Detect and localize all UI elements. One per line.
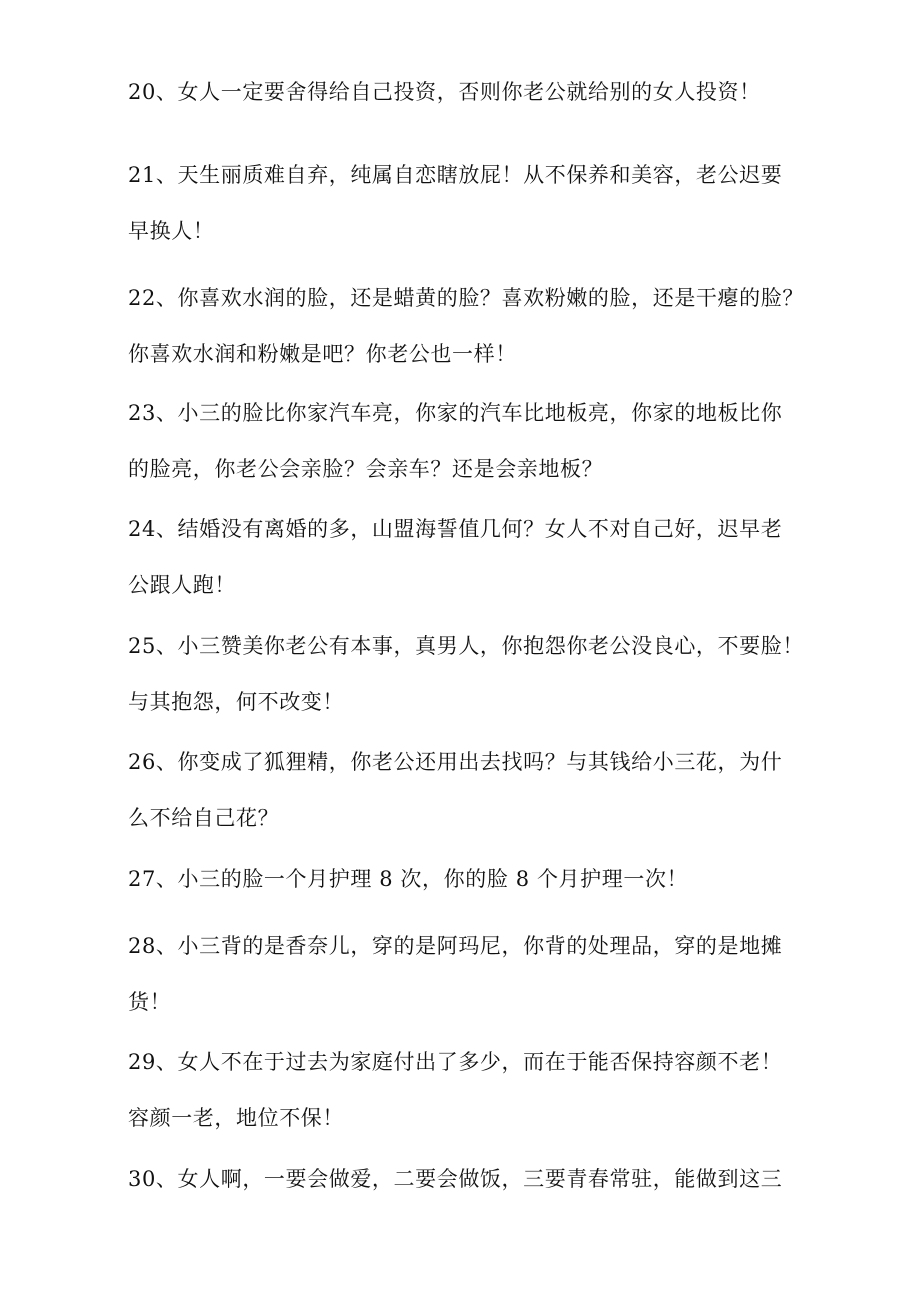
paragraph-25 [128, 618, 804, 730]
paragraph-line: 24、结婚没有离婚的多，山盟海誓值几何？女人不对自己好，迟早老 [128, 517, 783, 541]
paragraph-22 [128, 270, 804, 382]
paragraph-line: 22、你喜欢水润的脸，还是蜡黄的脸？喜欢粉嫩的脸，还是干瘪的脸？ [128, 286, 804, 310]
paragraph-29 [128, 1034, 788, 1146]
paragraph-line: 你喜欢水润和粉嫩是吧？你老公也一样！ [128, 342, 517, 366]
paragraph-line: 27、小三的脸一个月护理 8 次，你的脸 8 个月护理一次！ [128, 867, 689, 891]
paragraph-line: 26、你变成了狐狸精，你老公还用出去找吗？与其钱给小三花，为什 [128, 750, 783, 774]
paragraph-27 [128, 851, 788, 907]
paragraph-line: 与其抱怨，何不改变！ [128, 690, 344, 714]
paragraph-23 [128, 385, 788, 497]
paragraph-20 [128, 64, 788, 120]
paragraph-line: 货！ [128, 990, 172, 1014]
paragraph-line: 23、小三的脸比你家汽车亮，你家的汽车比地板亮，你家的地板比你 [128, 401, 783, 425]
paragraph-line: 21、天生丽质难自弃，纯属自恋瞎放屁！从不保养和美容，老公迟要 [128, 163, 783, 187]
paragraph-line: 28、小三背的是香奈儿，穿的是阿玛尼，你背的处理品，穿的是地摊 [128, 934, 783, 958]
paragraph-line: 么不给自己花？ [128, 806, 280, 830]
paragraph-line: 29、女人不在于过去为家庭付出了多少，而在于能否保持容颜不老！ [128, 1050, 783, 1074]
paragraph-line: 25、小三赞美你老公有本事，真男人，你抱怨你老公没良心，不要脸！ [128, 634, 804, 658]
paragraph-26 [128, 734, 788, 846]
paragraph-line: 早换人！ [128, 219, 215, 243]
paragraph-line: 20、女人一定要舍得给自己投资，否则你老公就给别的女人投资！ [128, 80, 761, 104]
paragraph-28 [128, 918, 788, 1030]
paragraph-line: 公跟人跑！ [128, 573, 236, 597]
paragraph-line: 容颜一老，地位不保！ [128, 1106, 344, 1130]
paragraph-24 [128, 501, 788, 613]
paragraph-line: 的脸亮，你老公会亲脸？会亲车？还是会亲地板？ [128, 457, 604, 481]
paragraph-30 [128, 1151, 788, 1207]
paragraph-21 [128, 147, 788, 259]
paragraph-line: 30、女人啊，一要会做爱，二要会做饭，三要青春常驻，能做到这三 [128, 1167, 783, 1191]
